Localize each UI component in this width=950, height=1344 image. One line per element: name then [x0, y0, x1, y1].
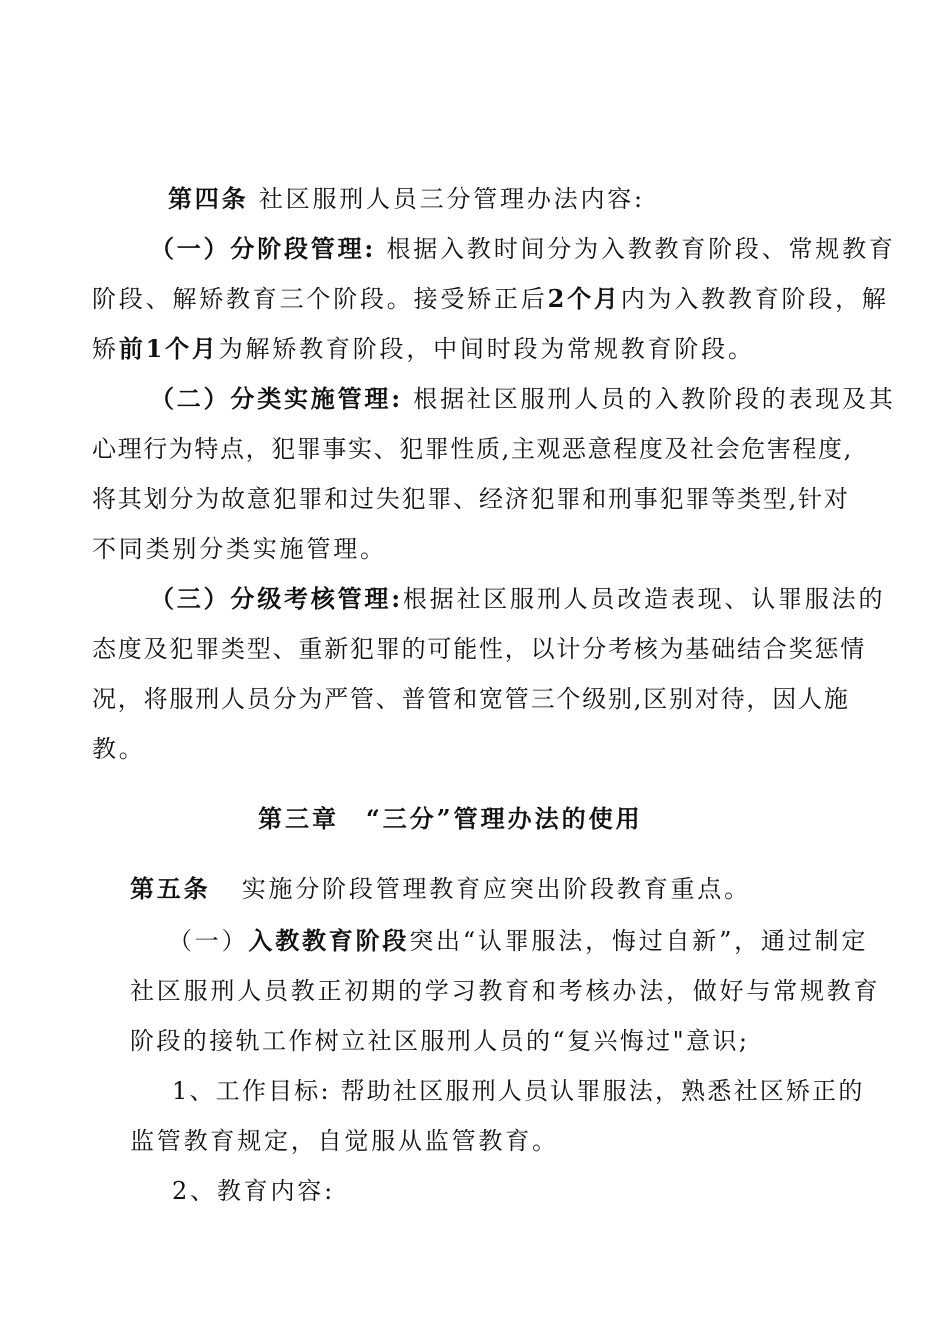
item-1-text-3c: 为解矫教育阶段，中间时段为常规教育阶段。	[218, 335, 755, 363]
a5-item-1-prefix: （一）	[168, 927, 249, 955]
item-1-text-3a: 矫	[92, 335, 119, 363]
article-4-intro-line	[168, 184, 645, 214]
item-1-line-1	[150, 234, 896, 264]
item-2-line-4: 不同类别分类实施管理。	[92, 535, 387, 563]
item-1-line-3	[92, 334, 755, 364]
article-5-intro-line	[130, 874, 751, 904]
a5-content-line-1: 2、教育内容:	[172, 1177, 335, 1205]
a5-item-1-line-3: 阶段的接轨工作树立社区服刑人员的“复兴悔过"意识;	[130, 1027, 750, 1055]
a5-item-1-label: 入教教育阶段	[248, 926, 410, 955]
a5-item-1-line-2: 社区服刑人员教正初期的学习教育和考核办法，做好与常规教育	[130, 977, 881, 1005]
item-2-line-3: 将其划分为故意犯罪和过失犯罪、经济犯罪和刑事犯罪等类型,针对	[92, 485, 850, 513]
a5-item-1-line-1	[168, 926, 868, 956]
item-1-bold-before: 前1个月	[118, 334, 219, 363]
item-3-line-1	[150, 584, 885, 614]
chapter-3-title: 第三章 “三分”管理办法的使用	[258, 804, 643, 833]
item-1-text-1: 根据入教时间分为入教教育阶段、常规教育	[386, 235, 896, 263]
item-3-label: （三）分级考核管理:	[150, 584, 403, 613]
item-1-bold-period: 2个月	[547, 284, 621, 313]
article-4-heading: 第四条	[168, 184, 249, 213]
a5-item-1-text-1: 突出“认罪服法，悔过自新”，通过制定	[409, 927, 869, 955]
item-2-line-1	[150, 384, 896, 414]
item-3-line-3: 况，将服刑人员分为严管、普管和宽管三个级别,区别对待，因人施	[92, 685, 850, 713]
a5-goal-line-2: 监管教育规定，自觉服从监管教育。	[130, 1127, 559, 1155]
article-5-heading: 第五条	[130, 874, 211, 903]
item-3-text-1: 根据社区服刑人员改造表现、认罪服法的	[402, 585, 886, 613]
article-5-intro: 实施分阶段管理教育应突出阶段教育重点。	[241, 875, 751, 903]
item-2-label: （二）分类实施管理:	[150, 384, 403, 413]
a5-goal-line-1: 1、工作目标: 帮助社区服刑人员认罪服法，熟悉社区矫正的	[172, 1077, 865, 1105]
item-2-line-2: 心理行为特点，犯罪事实、犯罪性质,主观恶意程度及社会危害程度,	[92, 435, 853, 463]
item-1-line-2	[92, 284, 889, 314]
item-1-label: （一）分阶段管理:	[150, 234, 377, 263]
item-1-text-2a: 阶段、解矫教育三个阶段。接受矫正后	[92, 285, 548, 313]
item-2-text-1: 根据社区服刑人员的入教阶段的表现及其	[413, 385, 896, 413]
item-3-line-4: 教。	[92, 735, 146, 763]
article-4-intro: 社区服刑人员三分管理办法内容:	[258, 185, 645, 213]
item-1-text-2c: 内为入教教育阶段，解	[620, 285, 889, 313]
item-3-line-2: 态度及犯罪类型、重新犯罪的可能性，以计分考核为基础结合奖惩情	[92, 635, 866, 663]
